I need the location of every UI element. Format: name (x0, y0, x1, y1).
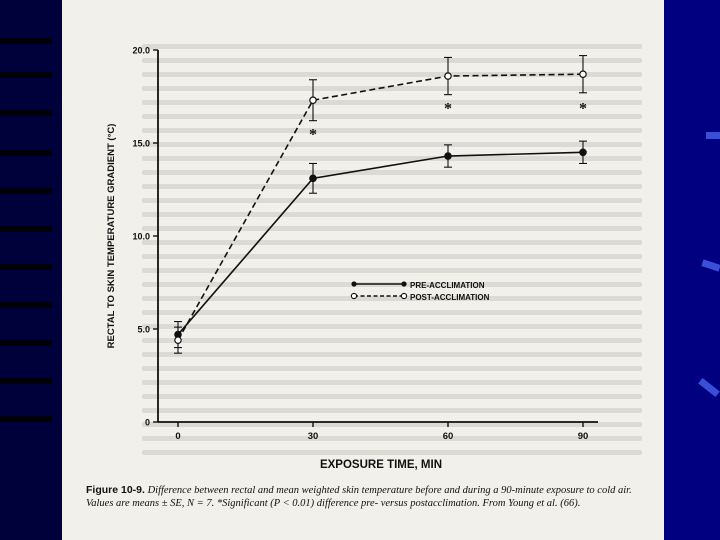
y-tick-label: 0 (144, 417, 150, 428)
y-ticks (132, 46, 158, 428)
significance-asterisk: * (444, 100, 452, 118)
decor-stripe (0, 226, 52, 232)
scanned-page (62, 0, 664, 540)
decor-stripe (0, 38, 52, 44)
temperature-gradient-chart (62, 0, 664, 540)
decor-dash (701, 259, 720, 271)
figure-caption-text: Difference between rectal and mean weighted skin temperature before and during a 90-minute exposure to cold air. Values are means ± SE, N = 7. *Significant (P < 0.01) difference pre- versus postacclimation. From Young et al. (66). (86, 485, 632, 509)
x-tick-label: 30 (307, 431, 319, 442)
decor-stripe (0, 72, 52, 78)
x-tick-label: 60 (442, 431, 454, 442)
right-decor-band (664, 0, 720, 540)
decor-dash (698, 378, 720, 397)
data-point-post-acclimation (175, 337, 181, 343)
data-point-pre-acclimation (445, 153, 451, 159)
x-tick-label: 0 (175, 431, 181, 442)
significance-asterisk: * (579, 100, 587, 118)
decor-stripe (0, 264, 52, 270)
figure-label: Figure 10-9. (86, 484, 145, 496)
legend-label-pre: PRE-ACCLIMATION (410, 281, 485, 290)
data-point-post-acclimation (580, 71, 586, 77)
figure-caption (86, 484, 646, 510)
decor-dash (706, 132, 720, 139)
legend-marker-pre (401, 281, 406, 286)
y-tick-label: 10.0 (132, 231, 150, 242)
y-tick-label: 20.0 (132, 45, 150, 56)
legend-marker-pre (351, 281, 356, 286)
x-axis-label: EXPOSURE TIME, MIN (319, 459, 443, 471)
decor-stripe (0, 188, 52, 194)
decor-stripe (0, 378, 52, 384)
annotation-layer (309, 101, 587, 144)
data-point-post-acclimation (310, 97, 316, 103)
left-decor-band (0, 0, 62, 540)
series-line-pre-acclimation (178, 152, 583, 334)
axes (158, 50, 598, 422)
decor-stripe (0, 416, 52, 422)
series-layer (174, 56, 587, 354)
decor-stripe (0, 110, 52, 116)
legend (351, 281, 489, 302)
y-axis-label: RECTAL TO SKIN TEMPERATURE GRADIENT (°C) (106, 123, 117, 349)
legend-marker-post (351, 293, 356, 298)
data-point-pre-acclimation (580, 149, 586, 155)
decor-stripe (0, 150, 52, 156)
x-tick-label: 90 (577, 431, 589, 442)
series-line-post-acclimation (178, 74, 583, 340)
legend-label-post: POST-ACCLIMATION (410, 293, 490, 302)
data-point-pre-acclimation (310, 175, 316, 181)
x-ticks (175, 422, 588, 442)
y-tick-label: 15.0 (132, 138, 150, 149)
y-tick-label: 5.0 (137, 324, 150, 335)
data-point-post-acclimation (445, 73, 451, 79)
decor-stripe (0, 302, 52, 308)
significance-asterisk: * (309, 126, 317, 144)
decor-stripe (0, 340, 52, 346)
legend-marker-post (401, 293, 406, 298)
